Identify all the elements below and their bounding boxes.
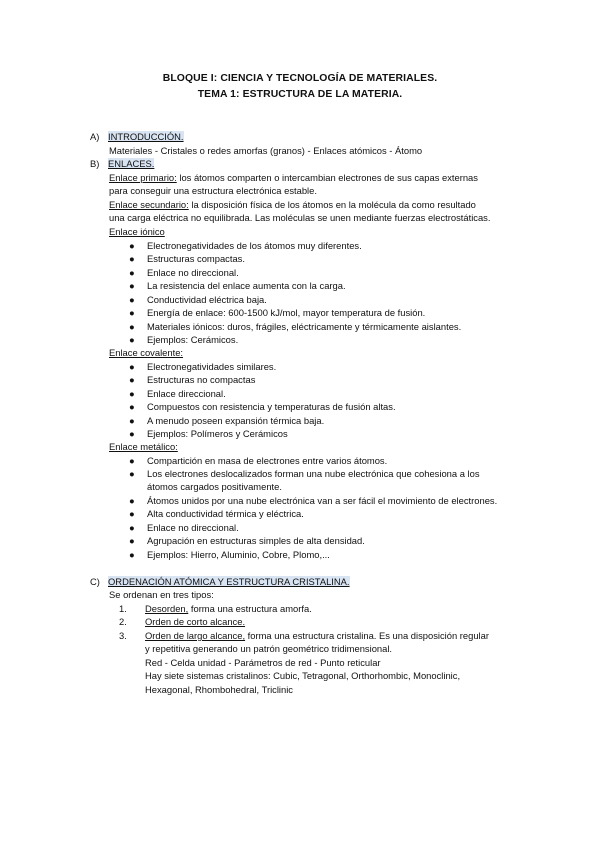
list-item: A menudo poseen expansión térmica baja. xyxy=(147,415,325,426)
list-item-continuation: Hexagonal, Rhombohedral, Triclinic xyxy=(145,684,293,695)
list-number: 2. xyxy=(119,616,127,627)
list-item: Materiales iónicos: duros, frágiles, eléctricamente y térmicamente aislantes. xyxy=(147,321,462,332)
section-c-letter: C) xyxy=(90,576,100,587)
list-number: 1. xyxy=(119,603,127,614)
list-item: Ejemplos: Hierro, Aluminio, Cobre, Plomo,... xyxy=(147,549,330,560)
enlace-secundario-line1 xyxy=(109,198,476,211)
bullet-icon: ● xyxy=(129,240,135,251)
bullet-icon: ● xyxy=(129,549,135,560)
enlace-secundario-label: Enlace secundario: xyxy=(109,199,189,210)
list-item-continuation: Hay siete sistemas cristalinos: Cubic, Tetragonal, Orthorhombic, Monoclinic, xyxy=(145,670,461,681)
enlace-primario-text: los átomos comparten o intercambian electrones de sus capas externas xyxy=(176,172,478,183)
list-item: Alta conductividad térmica y eléctrica. xyxy=(147,508,304,519)
section-a-letter: A) xyxy=(90,131,100,142)
list-item: Electronegatividades similares. xyxy=(147,361,277,372)
section-b-letter: B) xyxy=(90,158,100,169)
document-title-line2: TEMA 1: ESTRUCTURA DE LA MATERIA. xyxy=(197,89,403,100)
list-item: Los electrones deslocalizados forman una nube electrónica que cohesiona a los xyxy=(147,468,480,479)
document-title-line1: BLOQUE I: CIENCIA Y TECNOLOGÍA DE MATERIALES. xyxy=(162,73,438,84)
section-a-text: Materiales - Cristales o redes amorfas (granos) - Enlaces atómicos - Átomo xyxy=(109,145,423,156)
bullet-icon: ● xyxy=(129,253,135,264)
list-item: Enlace no direccional. xyxy=(147,522,239,533)
bullet-icon: ● xyxy=(129,535,135,546)
bullet-icon: ● xyxy=(129,468,135,479)
enlace-primario-line2: para conseguir una estructura electrónica estable. xyxy=(109,185,317,196)
bullet-icon: ● xyxy=(129,334,135,345)
list-item-continuation: Red - Celda unidad - Parámetros de red - Punto reticular xyxy=(145,657,381,668)
list-item: Electronegatividades de los átomos muy diferentes. xyxy=(147,240,362,251)
section-a-title: INTRODUCCIÓN. xyxy=(108,131,184,142)
list-item: La resistencia del enlace aumenta con la carga. xyxy=(147,280,346,291)
bullet-icon: ● xyxy=(129,495,135,506)
list-item: Estructuras no compactas xyxy=(147,374,256,385)
list-item xyxy=(145,602,312,615)
largo-alcance-label: Orden de largo alcance, xyxy=(145,630,246,641)
list-item: Agrupación en estructuras simples de alta densidad. xyxy=(147,535,365,546)
enlace-secundario-text: la disposición física de los átomos en la molécula da como resultado xyxy=(188,199,476,210)
bullet-icon: ● xyxy=(129,280,135,291)
enlace-metalico-label: Enlace metálico: xyxy=(109,441,178,452)
bullet-icon: ● xyxy=(129,374,135,385)
list-item: Ejemplos: Polímeros y Cerámicos xyxy=(147,428,288,439)
enlace-covalente-label: Enlace covalente: xyxy=(109,347,184,358)
section-a-heading xyxy=(90,130,570,143)
desorden-label: Desorden, xyxy=(145,603,189,614)
corto-alcance-label: Orden de corto alcance. xyxy=(145,616,246,627)
enlace-primario-label: Enlace primario: xyxy=(109,172,177,183)
bullet-icon: ● xyxy=(129,508,135,519)
bullet-icon: ● xyxy=(129,307,135,318)
bullet-icon: ● xyxy=(129,321,135,332)
list-item: Energía de enlace: 600-1500 kJ/mol, mayor temperatura de fusión. xyxy=(147,307,426,318)
list-number: 3. xyxy=(119,630,127,641)
section-b-heading xyxy=(90,157,570,170)
bullet-icon: ● xyxy=(129,455,135,466)
bullet-icon: ● xyxy=(129,522,135,533)
section-c-title: ORDENACIÓN ATÓMICA Y ESTRUCTURA CRISTALINA. xyxy=(108,576,350,587)
list-item xyxy=(145,629,489,642)
list-item: Conductividad eléctrica baja. xyxy=(147,294,267,305)
bullet-icon: ● xyxy=(129,267,135,278)
list-item: Compartición en masa de electrones entre varios átomos. xyxy=(147,455,388,466)
bullet-icon: ● xyxy=(129,428,135,439)
list-item: Ejemplos: Cerámicos. xyxy=(147,334,239,345)
list-item-continuation: y repetitiva generando un patrón geométrico tridimensional. xyxy=(145,643,393,654)
list-item-continuation: átomos cargados positivamente. xyxy=(147,481,282,492)
section-c-intro: Se ordenan en tres tipos: xyxy=(109,589,214,600)
list-item: Enlace direccional. xyxy=(147,388,226,399)
enlace-secundario-line2: una carga eléctrica no equilibrada. Las moléculas se unen mediante fuerzas electrostáticas. xyxy=(109,212,491,223)
bullet-icon: ● xyxy=(129,294,135,305)
enlace-primario-line1 xyxy=(109,171,478,184)
largo-alcance-text: forma una estructura cristalina. Es una disposición regular xyxy=(245,630,489,641)
list-item: Enlace no direccional. xyxy=(147,267,239,278)
bullet-icon: ● xyxy=(129,388,135,399)
list-item: Átomos unidos por una nube electrónica van a ser fácil el movimiento de electrones. xyxy=(147,495,498,506)
bullet-icon: ● xyxy=(129,401,135,412)
bullet-icon: ● xyxy=(129,415,135,426)
list-item: Compuestos con resistencia y temperaturas de fusión altas. xyxy=(147,401,396,412)
bullet-icon: ● xyxy=(129,361,135,372)
list-item: Estructuras compactas. xyxy=(147,253,245,264)
desorden-text: forma una estructura amorfa. xyxy=(188,603,312,614)
section-c-heading xyxy=(90,575,570,588)
enlace-ionico-label: Enlace iónico xyxy=(109,226,165,237)
section-b-title: ENLACES. xyxy=(108,158,155,169)
